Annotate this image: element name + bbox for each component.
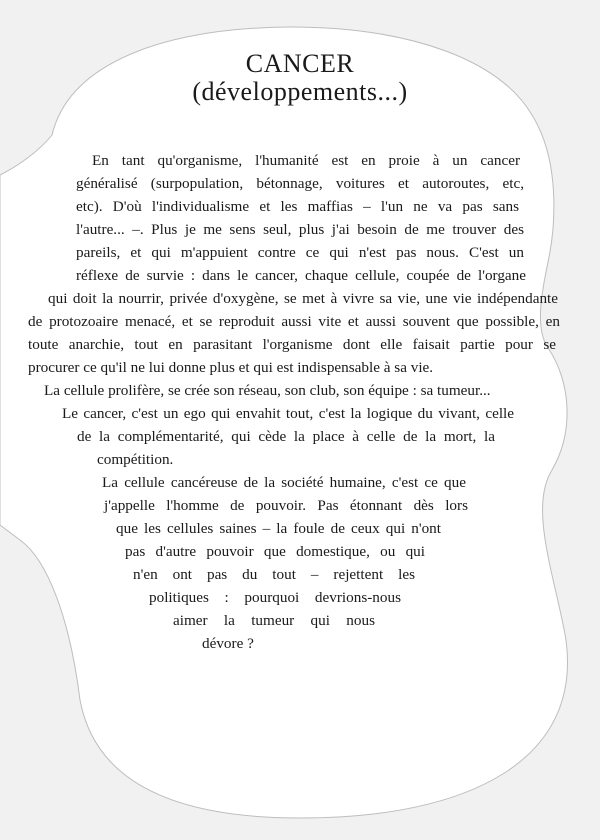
text-line: etc). D'où l'individualisme et les maffias – l'un ne va pas sans bbox=[76, 198, 519, 215]
text-line: que les cellules saines – la foule de ceux qui n'ont bbox=[116, 520, 441, 537]
text-line: aimer la tumeur qui nous bbox=[173, 612, 375, 629]
text-line: généralisé (surpopulation, bétonnage, voitures et autoroutes, etc, bbox=[76, 175, 524, 192]
text-line: n'en ont pas du tout – rejettent les bbox=[133, 566, 415, 583]
document-title bbox=[0, 50, 600, 106]
text-line: toute anarchie, tout en parasitant l'organisme dont elle faisait partie pour se bbox=[28, 336, 556, 353]
text-line: procurer ce qu'il ne lui donne plus et qui est indispensable à sa vie. bbox=[28, 359, 434, 376]
text-line: de protozoaire menacé, et se reproduit aussi vite et aussi souvent que possible, en bbox=[28, 313, 560, 330]
text-line: réflexe de survie : dans le cancer, chaque cellule, coupée de l'organe bbox=[76, 267, 526, 284]
title-line-2: (développements...) bbox=[192, 77, 408, 106]
text-line: l'autre... –. Plus je me sens seul, plus j'ai besoin de me trouver des bbox=[76, 221, 524, 238]
text-line: La cellule prolifère, se crée son réseau, son club, son équipe : sa tumeur... bbox=[44, 382, 491, 399]
text-line: La cellule cancéreuse de la société humaine, c'est ce que bbox=[102, 474, 466, 491]
text-line: politiques : pourquoi devrions-nous bbox=[149, 589, 401, 606]
text-line: de la complémentarité, qui cède la place à celle de la mort, la bbox=[77, 428, 495, 445]
title-line-1: CANCER bbox=[245, 49, 355, 78]
text-line: En tant qu'organisme, l'humanité est en proie à un cancer bbox=[92, 152, 520, 169]
text-line: pareils, et qui m'appuient contre ce qui n'est pas nous. C'est un bbox=[76, 244, 524, 261]
text-line: qui doit la nourrir, privée d'oxygène, se met à vivre sa vie, une vie indépendante bbox=[48, 290, 558, 307]
text-line: j'appelle l'homme de pouvoir. Pas étonnant dès lors bbox=[104, 497, 468, 514]
text-line: compétition. bbox=[97, 451, 174, 468]
text-line: pas d'autre pouvoir que domestique, ou qui bbox=[125, 543, 425, 560]
text-line: dévore ? bbox=[202, 635, 254, 652]
text-line: Le cancer, c'est un ego qui envahit tout, c'est la logique du vivant, celle bbox=[62, 405, 514, 422]
